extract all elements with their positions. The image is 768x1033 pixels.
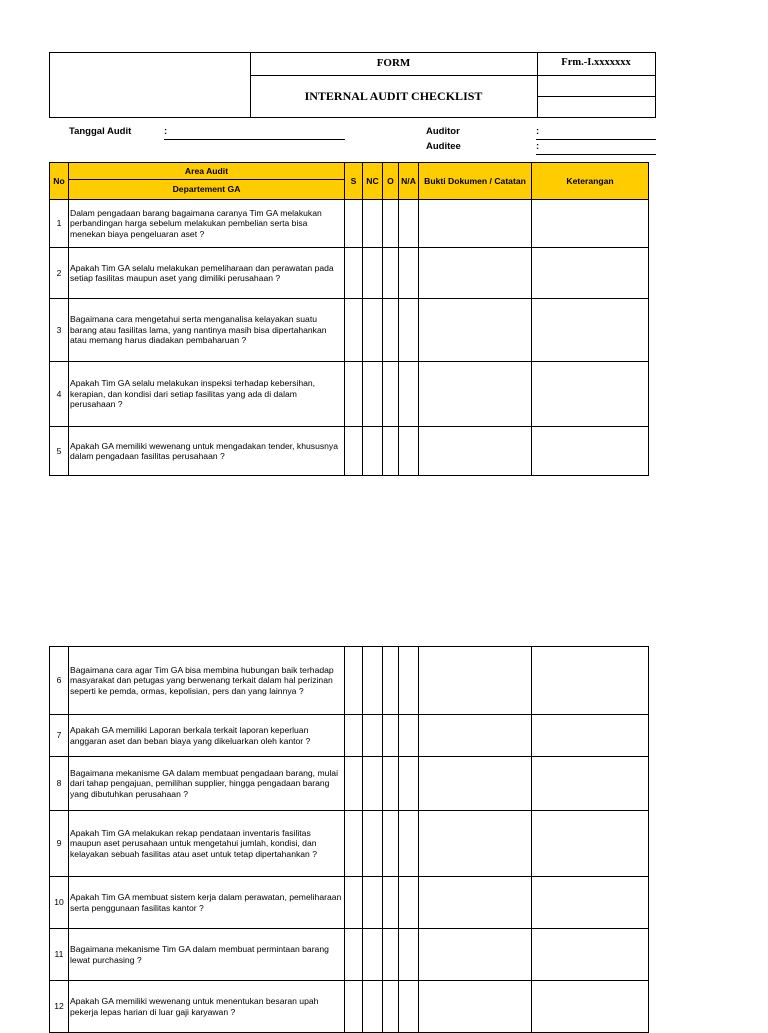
table-row [50, 427, 649, 476]
tanggal-audit-field[interactable] [164, 139, 345, 140]
row-question: Bagaimana cara agar Tim GA bisa membina hubungan baik terhadap masyarakat dan petugas yang berwenang terkait dalam hal perizinan seperti ke pemda, ormas, kepolisian, pers dan yang lainnya ? [69, 647, 345, 715]
cell-na[interactable] [399, 647, 419, 715]
col-keterangan: Keterangan [532, 163, 649, 200]
cell-nc[interactable] [363, 929, 383, 981]
col-area-audit: Area Audit [69, 163, 345, 180]
row-question: Apakah Tim GA selalu melakukan pemeliharaan dan perawatan pada setiap fasilitas maupun aset yang dimiliki perusahaan ? [69, 248, 345, 299]
row-question: Apakah Tim GA melakukan rekap pendataan inventaris fasilitas maupun aset perusahaan untuk mengetahui jumlah, kondisi, dan kelayakan sebuah fasilitas atau aset untuk tetap dipertahankan ? [69, 811, 345, 877]
row-number: 4 [50, 362, 69, 427]
cell-o[interactable] [383, 362, 399, 427]
col-o: O [383, 163, 399, 200]
cell-s[interactable] [345, 877, 363, 929]
table-row [50, 200, 649, 248]
cell-keterangan[interactable] [532, 877, 649, 929]
row-number: 8 [50, 757, 69, 811]
cell-na[interactable] [399, 299, 419, 362]
row-number: 9 [50, 811, 69, 877]
table-row [50, 877, 649, 929]
cell-s[interactable] [345, 929, 363, 981]
auditee-label: Auditee [426, 141, 461, 152]
cell-o[interactable] [383, 299, 399, 362]
cell-na[interactable] [399, 929, 419, 981]
table-row [50, 981, 649, 1033]
table-row [50, 757, 649, 811]
cell-nc[interactable] [363, 981, 383, 1033]
cell-keterangan[interactable] [532, 248, 649, 299]
row-question: Bagaimana mekanisme Tim GA dalam membuat permintaan barang lewat purchasing ? [69, 929, 345, 981]
row-number: 12 [50, 981, 69, 1033]
cell-o[interactable] [383, 248, 399, 299]
cell-bukti[interactable] [419, 929, 532, 981]
col-na: N/A [399, 163, 419, 200]
cell-s[interactable] [345, 757, 363, 811]
cell-s[interactable] [345, 362, 363, 427]
row-number: 5 [50, 427, 69, 476]
row-number: 2 [50, 248, 69, 299]
auditor-colon: : [536, 126, 540, 137]
row-question: Apakah Tim GA membuat sistem kerja dalam perawatan, pemeliharaan serta penggunaan fasilitas kantor ? [69, 877, 345, 929]
cell-bukti[interactable] [419, 362, 532, 427]
cell-bukti[interactable] [419, 981, 532, 1033]
cell-o[interactable] [383, 981, 399, 1033]
auditee-field[interactable] [536, 154, 656, 155]
row-question: Bagaimana cara mengetahui serta menganalisa kelayakan suatu barang atau fasilitas lama, yang nantinya masih bisa dipertahankan atau memang harus diadakan pembaharuan ? [69, 299, 345, 362]
cell-nc[interactable] [363, 811, 383, 877]
cell-nc[interactable] [363, 647, 383, 715]
row-question: Apakah Tim GA selalu melakukan inspeksi terhadap kebersihan, kerapian, dan kondisi dari setiap fasilitas yang ada di dalam perusahaan ? [69, 362, 345, 427]
cell-bukti[interactable] [419, 299, 532, 362]
cell-s[interactable] [345, 647, 363, 715]
cell-keterangan[interactable] [532, 757, 649, 811]
auditor-label: Auditor [426, 126, 460, 137]
table-row [50, 715, 649, 757]
page-title: INTERNAL AUDIT CHECKLIST [304, 89, 483, 103]
cell-keterangan[interactable] [532, 811, 649, 877]
cell-nc[interactable] [363, 248, 383, 299]
cell-nc[interactable] [363, 757, 383, 811]
cell-nc[interactable] [363, 877, 383, 929]
tanggal-audit-colon: : [164, 126, 168, 137]
cell-nc[interactable] [363, 200, 383, 248]
row-question: Dalam pengadaan barang bagaimana caranya Tim GA melakukan perbandingan harga sebelum melakukan pembelian serta bisa menekan biaya pengeluaran aset ? [69, 200, 345, 248]
form-label: FORM [376, 57, 411, 69]
cell-bukti[interactable] [419, 715, 532, 757]
checklist-table-page1 [49, 162, 649, 476]
cell-s[interactable] [345, 981, 363, 1033]
col-s: S [345, 163, 363, 200]
cell-o[interactable] [383, 929, 399, 981]
cell-keterangan[interactable] [532, 929, 649, 981]
col-bukti: Bukti Dokumen / Catatan [419, 163, 532, 200]
cell-bukti[interactable] [419, 647, 532, 715]
row-number: 1 [50, 200, 69, 248]
cell-bukti[interactable] [419, 877, 532, 929]
cell-na[interactable] [399, 715, 419, 757]
cell-na[interactable] [399, 248, 419, 299]
row-number: 10 [50, 877, 69, 929]
cell-o[interactable] [383, 811, 399, 877]
cell-bukti[interactable] [419, 811, 532, 877]
cell-nc[interactable] [363, 427, 383, 476]
row-number: 7 [50, 715, 69, 757]
cell-o[interactable] [383, 200, 399, 248]
col-department: Departement GA [69, 180, 345, 200]
cell-na[interactable] [399, 362, 419, 427]
cell-na[interactable] [399, 200, 419, 248]
table-row [50, 647, 649, 715]
cell-o[interactable] [383, 757, 399, 811]
row-question: Apakah GA memiliki Laporan berkala terkait laporan keperluan anggaran aset dan beban biaya yang dikeluarkan oleh kantor ? [69, 715, 345, 757]
cell-nc[interactable] [363, 299, 383, 362]
cell-s[interactable] [345, 715, 363, 757]
cell-nc[interactable] [363, 715, 383, 757]
cell-bukti[interactable] [419, 200, 532, 248]
row-number: 6 [50, 647, 69, 715]
row-question: Bagaimana mekanisme GA dalam membuat pengadaan barang, mulai dari tahap pengajuan, pemilihan supplier, hingga pengadaan barang yang dibutuhkan perusahaan ? [69, 757, 345, 811]
row-question: Apakah GA memiliki wewenang untuk mengadakan tender, khususnya dalam pengadaan fasilitas perusahaan ? [69, 427, 345, 476]
cell-o[interactable] [383, 715, 399, 757]
table-row [50, 248, 649, 299]
row-question: Apakah GA memiliki wewenang untuk menentukan besaran upah pekerja lepas harian di luar gaji karyawan ? [69, 981, 345, 1033]
cell-s[interactable] [345, 427, 363, 476]
cell-na[interactable] [399, 757, 419, 811]
checklist-table-page2 [49, 646, 649, 1033]
cell-s[interactable] [345, 299, 363, 362]
cell-bukti[interactable] [419, 248, 532, 299]
row-number: 3 [50, 299, 69, 362]
cell-keterangan[interactable] [532, 200, 649, 248]
cell-bukti[interactable] [419, 757, 532, 811]
cell-na[interactable] [399, 877, 419, 929]
cell-keterangan[interactable] [532, 647, 649, 715]
cell-nc[interactable] [363, 362, 383, 427]
cell-na[interactable] [399, 427, 419, 476]
col-no: No [50, 163, 69, 200]
auditee-colon: : [536, 141, 540, 152]
cell-keterangan[interactable] [532, 362, 649, 427]
cell-o[interactable] [383, 647, 399, 715]
cell-keterangan[interactable] [532, 715, 649, 757]
col-nc: NC [363, 163, 383, 200]
cell-s[interactable] [345, 811, 363, 877]
cell-s[interactable] [345, 200, 363, 248]
cell-o[interactable] [383, 877, 399, 929]
cell-na[interactable] [399, 811, 419, 877]
cell-keterangan[interactable] [532, 981, 649, 1033]
row-number: 11 [50, 929, 69, 981]
table-row [50, 811, 649, 877]
table-row [50, 362, 649, 427]
table-row [50, 929, 649, 981]
tanggal-audit-label: Tanggal Audit [69, 126, 132, 137]
cell-keterangan[interactable] [532, 427, 649, 476]
table-row [50, 299, 649, 362]
cell-na[interactable] [399, 981, 419, 1033]
cell-bukti[interactable] [419, 427, 532, 476]
cell-o[interactable] [383, 427, 399, 476]
form-code: Frm.-I.xxxxxxx [561, 57, 631, 68]
cell-keterangan[interactable] [532, 299, 649, 362]
form-header [49, 52, 656, 118]
cell-s[interactable] [345, 248, 363, 299]
auditor-field[interactable] [536, 139, 656, 140]
